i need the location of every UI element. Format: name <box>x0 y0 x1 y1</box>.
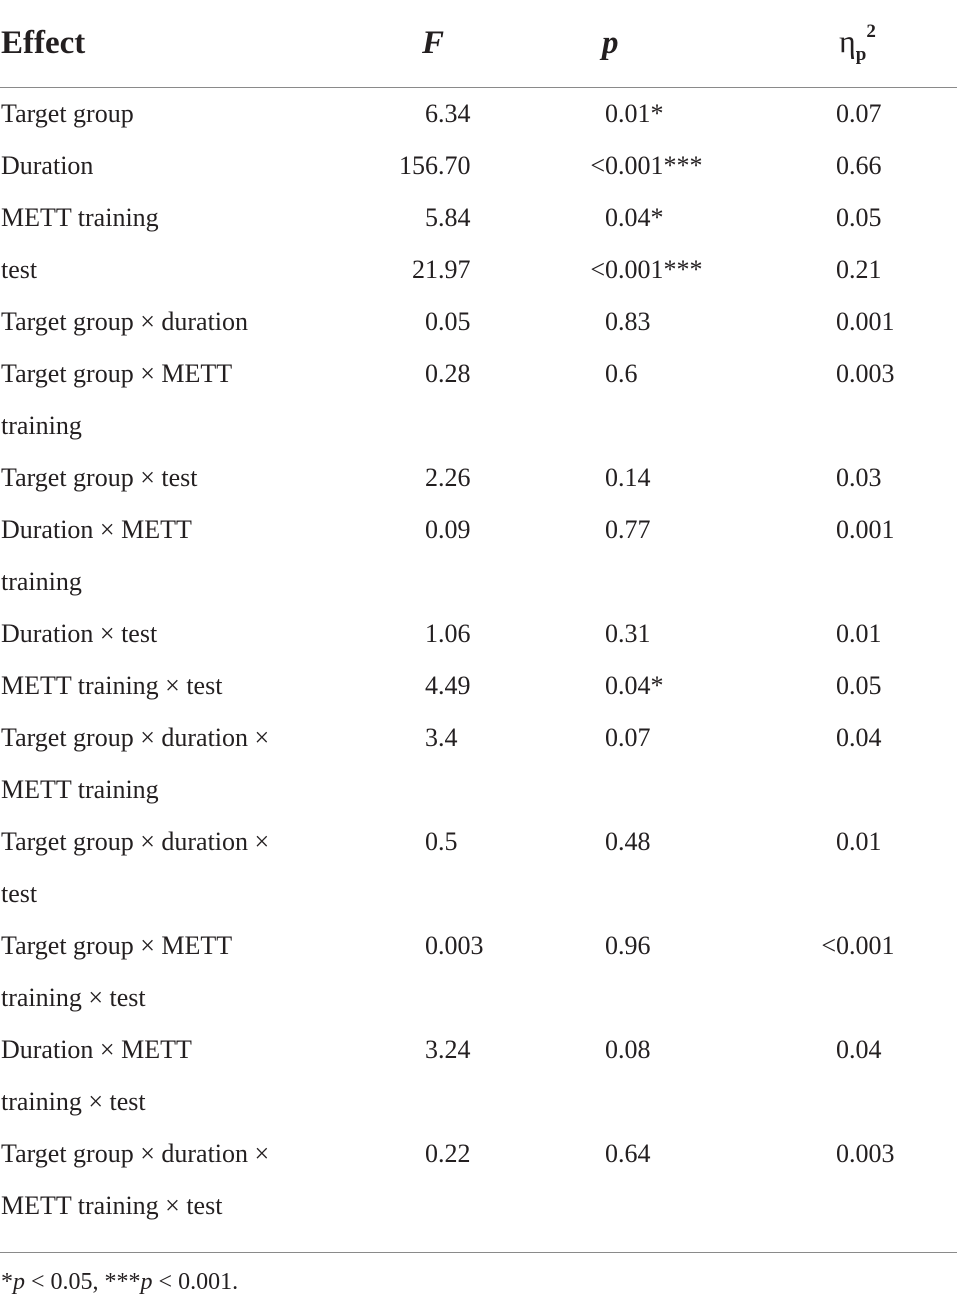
effect-line: METT training × test <box>1 1191 223 1220</box>
cell-effect <box>0 88 340 141</box>
cell-effect <box>0 660 340 712</box>
header-effect: Effect <box>0 0 340 88</box>
cell-eta: 0.003 <box>836 1139 895 1168</box>
cell-eta: 0.05 <box>836 671 882 700</box>
footnote-text2: < 0.001. <box>152 1269 239 1295</box>
eta-symbol: η <box>839 23 856 59</box>
cell-p: 0.31 <box>605 619 651 648</box>
table-row <box>0 452 957 504</box>
cell-p: 0.14 <box>605 463 651 492</box>
table-header-row <box>0 0 957 88</box>
cell-eta: 0.66 <box>836 151 882 180</box>
footnote-p1: p <box>13 1269 25 1295</box>
effect-line: METT training <box>1 203 159 232</box>
table-row <box>0 296 957 348</box>
cell-effect <box>0 1024 340 1128</box>
effect-line: Target group × duration × <box>1 723 270 752</box>
effect-line: Duration × METT <box>1 515 192 544</box>
header-p: p <box>500 0 730 88</box>
cell-p: 0.08 <box>605 1035 651 1064</box>
cell-effect <box>0 348 340 452</box>
table-row <box>0 660 957 712</box>
cell-eta: 0.04 <box>836 723 882 752</box>
cell-eta: 0.01 <box>836 827 882 856</box>
cell-eta: 0.04 <box>836 1035 882 1064</box>
cell-eta: <0.001 <box>821 931 895 960</box>
table-row <box>0 1128 957 1232</box>
table-row <box>0 140 957 192</box>
cell-effect <box>0 504 340 608</box>
effect-line: Target group × test <box>1 463 198 492</box>
effect-line: training <box>1 567 82 596</box>
cell-f: 4.49 <box>425 671 471 700</box>
table-row <box>0 1024 957 1128</box>
cell-effect <box>0 1128 340 1232</box>
cell-f: 6.34 <box>425 99 471 128</box>
cell-p: 0.48 <box>605 827 651 856</box>
effect-line: Target group × METT <box>1 931 233 960</box>
effect-line: Target group × duration × <box>1 1139 270 1168</box>
cell-p: 0.01* <box>605 99 664 128</box>
table-row <box>0 192 957 244</box>
table-body <box>0 88 957 1233</box>
cell-p: 0.64 <box>605 1139 651 1168</box>
cell-eta: 0.21 <box>836 255 882 284</box>
table-row <box>0 816 957 920</box>
cell-f: 0.5 <box>425 827 458 856</box>
effect-line: Target group × duration <box>1 307 249 336</box>
cell-p: 0.6 <box>605 359 638 388</box>
cell-effect <box>0 816 340 920</box>
cell-effect <box>0 192 340 244</box>
effect-line: Duration × test <box>1 619 158 648</box>
footnote-star: * <box>1 1269 13 1295</box>
cell-p: 0.07 <box>605 723 651 752</box>
footnote-p2: p <box>140 1269 153 1295</box>
table-footnote <box>1 1265 238 1299</box>
cell-p: 0.04* <box>605 203 664 232</box>
cell-effect <box>0 608 340 660</box>
cell-p: 0.83 <box>605 307 651 336</box>
cell-eta: 0.001 <box>836 515 895 544</box>
cell-effect <box>0 296 340 348</box>
cell-eta: 0.05 <box>836 203 882 232</box>
table-row <box>0 88 957 141</box>
header-f: F <box>340 0 500 88</box>
effect-line: Duration × METT <box>1 1035 192 1064</box>
cell-eta: 0.01 <box>836 619 882 648</box>
effect-line: METT training <box>1 775 159 804</box>
effect-line: test <box>1 255 38 284</box>
table-row <box>0 608 957 660</box>
cell-eta: 0.03 <box>836 463 882 492</box>
cell-effect <box>0 452 340 504</box>
effect-line: Duration <box>1 151 94 180</box>
cell-f: 0.05 <box>425 307 471 336</box>
table-row <box>0 504 957 608</box>
header-eta-squared <box>730 0 957 88</box>
cell-f: 21.97 <box>412 255 471 284</box>
effect-line: training × test <box>1 983 146 1012</box>
effect-line: Target group × duration × <box>1 827 270 856</box>
effect-line: Target group <box>1 99 134 128</box>
effect-line: test <box>1 879 38 908</box>
table-row <box>0 712 957 816</box>
cell-f: 1.06 <box>425 619 471 648</box>
cell-eta: 0.001 <box>836 307 895 336</box>
footnote-text1: < 0.05, *** <box>25 1269 141 1295</box>
table-row <box>0 244 957 296</box>
cell-effect <box>0 712 340 816</box>
cell-p: <0.001*** <box>590 255 703 284</box>
cell-f: 5.84 <box>425 203 471 232</box>
cell-f: 0.003 <box>425 931 484 960</box>
cell-eta: 0.07 <box>836 99 882 128</box>
cell-f: 156.70 <box>399 151 471 180</box>
cell-p: <0.001*** <box>590 151 703 180</box>
table-row <box>0 920 957 1024</box>
eta-subscript: p <box>855 44 867 65</box>
cell-f: 3.24 <box>425 1035 471 1064</box>
effect-line: Target group × METT <box>1 359 233 388</box>
cell-p: 0.96 <box>605 931 651 960</box>
cell-p: 0.04* <box>605 671 664 700</box>
table-row <box>0 348 957 452</box>
effect-line: METT training × test <box>1 671 223 700</box>
cell-effect <box>0 920 340 1024</box>
cell-f: 0.22 <box>425 1139 471 1168</box>
cell-effect <box>0 140 340 192</box>
cell-eta: 0.003 <box>836 359 895 388</box>
cell-f: 3.4 <box>425 723 458 752</box>
effect-line: training × test <box>1 1087 146 1116</box>
cell-f: 2.26 <box>425 463 471 492</box>
cell-effect <box>0 244 340 296</box>
effect-line: training <box>1 411 82 440</box>
cell-f: 0.28 <box>425 359 471 388</box>
cell-f: 0.09 <box>425 515 471 544</box>
eta-superscript: 2 <box>866 21 876 42</box>
cell-p: 0.77 <box>605 515 651 544</box>
footer-rule <box>0 1252 957 1253</box>
